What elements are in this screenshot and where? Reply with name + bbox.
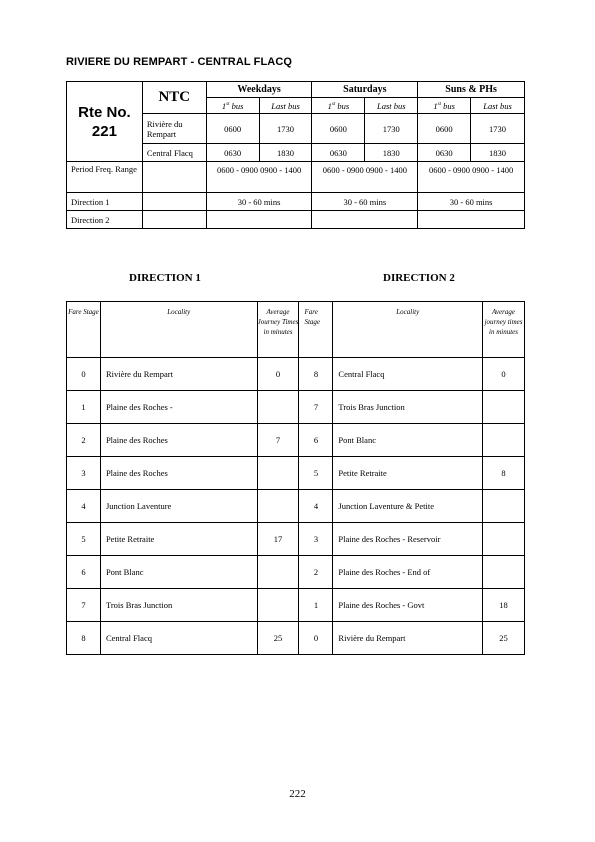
time-cell: 1730 xyxy=(365,114,418,144)
journey-time-cell: 18 xyxy=(483,589,525,622)
fare-stage-cell: 8 xyxy=(67,622,101,655)
operator-name: NTC xyxy=(142,82,206,114)
journey-time-cell: 0 xyxy=(257,358,299,391)
journey-time-header: Average Journey Times in minutes xyxy=(257,302,299,358)
fare-stage-cell: 0 xyxy=(299,622,333,655)
time-cell: 0630 xyxy=(312,144,365,162)
fare-stage-cell: 7 xyxy=(299,391,333,424)
locality-cell: Trois Bras Junction xyxy=(333,391,483,424)
time-cell: 1730 xyxy=(259,114,312,144)
journey-time-cell: 8 xyxy=(483,457,525,490)
time-cell: 0630 xyxy=(418,144,471,162)
journey-time-cell: 0 xyxy=(483,358,525,391)
journey-time-cell xyxy=(483,391,525,424)
last-bus-header: Last bus xyxy=(259,98,312,114)
fare-stage-cell: 5 xyxy=(67,523,101,556)
time-cell: 0630 xyxy=(206,144,259,162)
schedule-table xyxy=(66,81,525,229)
locality-cell: Rivière du Rempart xyxy=(333,622,483,655)
fare-stage-cell: 6 xyxy=(299,424,333,457)
journey-time-cell xyxy=(257,457,299,490)
locality-cell: Plaine des Roches - End of xyxy=(333,556,483,589)
route-label: Rte No. xyxy=(78,103,131,121)
time-cell: 0600 xyxy=(206,114,259,144)
fare-rows xyxy=(67,358,525,655)
last-bus-header: Last bus xyxy=(365,98,418,114)
group-sundays: Suns & PHs xyxy=(418,82,525,98)
journey-time-cell: 25 xyxy=(257,622,299,655)
empty-cell xyxy=(142,162,206,193)
direction1-label: Direction 1 xyxy=(67,193,143,211)
time-cell: 1730 xyxy=(471,114,525,144)
table-row xyxy=(67,424,525,457)
route-title: RIVIERE DU REMPART - CENTRAL FLACQ xyxy=(66,56,293,68)
locality-cell: Petite Retraite xyxy=(100,523,257,556)
journey-time-cell xyxy=(257,490,299,523)
first-bus-header: 1st bus xyxy=(418,98,471,114)
fare-stage-table xyxy=(66,301,525,655)
fare-stage-cell: 1 xyxy=(67,391,101,424)
locality-cell: Junction Laventure xyxy=(100,490,257,523)
period-value: 0600 - 0900 0900 - 1400 xyxy=(418,162,525,193)
fare-stage-cell: 2 xyxy=(67,424,101,457)
empty-cell xyxy=(312,211,418,229)
table-row xyxy=(67,523,525,556)
table-row xyxy=(67,457,525,490)
fare-stage-header: Fare Stage xyxy=(67,302,101,358)
table-row xyxy=(67,589,525,622)
empty-cell xyxy=(418,211,525,229)
journey-time-cell: 7 xyxy=(257,424,299,457)
direction1-heading: DIRECTION 1 xyxy=(129,272,201,284)
origin-cell: Central Flacq xyxy=(142,144,206,162)
last-bus-header: Last bus xyxy=(471,98,525,114)
frequency-value: 30 - 60 mins xyxy=(312,193,418,211)
locality-cell: Petite Retraite xyxy=(333,457,483,490)
locality-cell: Central Flacq xyxy=(100,622,257,655)
table-row xyxy=(67,358,525,391)
journey-time-cell xyxy=(483,490,525,523)
journey-time-cell: 25 xyxy=(483,622,525,655)
period-value: 0600 - 0900 0900 - 1400 xyxy=(206,162,312,193)
direction2-heading: DIRECTION 2 xyxy=(383,272,455,284)
table-row xyxy=(67,391,525,424)
fare-stage-cell: 4 xyxy=(67,490,101,523)
locality-cell: Plaine des Roches xyxy=(100,424,257,457)
time-cell: 1830 xyxy=(365,144,418,162)
fare-stage-cell: 3 xyxy=(67,457,101,490)
locality-header: Locality xyxy=(100,302,257,358)
time-cell: 0600 xyxy=(418,114,471,144)
group-weekdays: Weekdays xyxy=(206,82,312,98)
empty-cell xyxy=(142,211,206,229)
fare-stage-cell: 1 xyxy=(299,589,333,622)
fare-stage-cell: 3 xyxy=(299,523,333,556)
journey-time-cell xyxy=(257,589,299,622)
origin-cell: Rivière du Rempart xyxy=(142,114,206,144)
table-row xyxy=(67,556,525,589)
locality-cell: Junction Laventure & Petite xyxy=(333,490,483,523)
fare-stage-cell: 6 xyxy=(67,556,101,589)
journey-time-cell xyxy=(483,556,525,589)
locality-cell: Plaine des Roches xyxy=(100,457,257,490)
page-number: 222 xyxy=(289,788,306,800)
locality-cell: Rivière du Rempart xyxy=(100,358,257,391)
fare-stage-header: Fare Stage xyxy=(299,302,333,358)
group-saturdays: Saturdays xyxy=(312,82,418,98)
locality-cell: Central Flacq xyxy=(333,358,483,391)
fare-stage-cell: 4 xyxy=(299,490,333,523)
period-label: Period Freq. Range xyxy=(67,162,143,193)
time-cell: 0600 xyxy=(312,114,365,144)
locality-cell: Plaine des Roches - Govt xyxy=(333,589,483,622)
route-number: 221 xyxy=(91,122,117,140)
fare-stage-cell: 2 xyxy=(299,556,333,589)
fare-stage-cell: 0 xyxy=(67,358,101,391)
journey-time-cell xyxy=(257,391,299,424)
locality-cell: Plaine des Roches - Reservoir xyxy=(333,523,483,556)
time-cell: 1830 xyxy=(471,144,525,162)
table-row xyxy=(67,490,525,523)
direction2-label: Direction 2 xyxy=(67,211,143,229)
journey-time-cell xyxy=(483,523,525,556)
route-number-cell xyxy=(67,82,143,162)
locality-cell: Pont Blanc xyxy=(333,424,483,457)
locality-cell: Trois Bras Junction xyxy=(100,589,257,622)
empty-cell xyxy=(206,211,312,229)
first-bus-header: 1st bus xyxy=(312,98,365,114)
journey-time-cell: 17 xyxy=(257,523,299,556)
frequency-value: 30 - 60 mins xyxy=(206,193,312,211)
locality-cell: Pont Blanc xyxy=(100,556,257,589)
fare-stage-cell: 5 xyxy=(299,457,333,490)
table-row xyxy=(67,622,525,655)
journey-time-header: Average journey times in minutes xyxy=(483,302,525,358)
locality-header: Locality xyxy=(333,302,483,358)
fare-stage-cell: 7 xyxy=(67,589,101,622)
frequency-value: 30 - 60 mins xyxy=(418,193,525,211)
journey-time-cell xyxy=(483,424,525,457)
first-bus-header: 1st bus xyxy=(206,98,259,114)
period-value: 0600 - 0900 0900 - 1400 xyxy=(312,162,418,193)
time-cell: 1830 xyxy=(259,144,312,162)
empty-cell xyxy=(142,193,206,211)
fare-stage-cell: 8 xyxy=(299,358,333,391)
journey-time-cell xyxy=(257,556,299,589)
locality-cell: Plaine des Roches - xyxy=(100,391,257,424)
